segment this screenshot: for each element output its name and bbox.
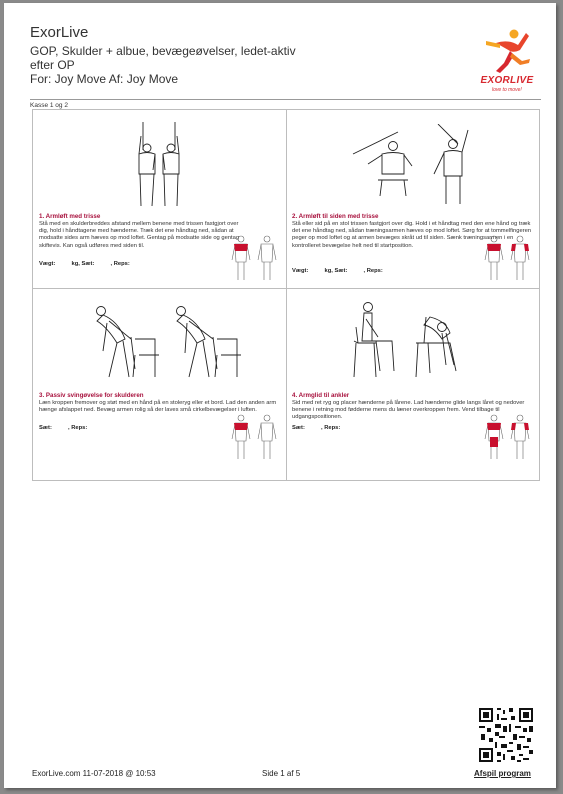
exercise-meta: Sæt: , Reps:	[39, 425, 88, 431]
exercise-title: 1. Armløft med trisse	[39, 213, 101, 220]
document-page	[4, 3, 556, 788]
exercise-grid	[32, 109, 540, 481]
exorlive-logo	[474, 25, 540, 97]
exercise-description: Læn kroppen fremover og støt med en hånd på en stoleryg eller et bord. Lad den anden arm hænge afslappet ned. Bevæg armen rolig så der laves små cirkelbevægelser i luften.	[39, 400, 277, 414]
program-title-line2: efter OP	[30, 58, 75, 72]
runner-logo-icon	[474, 25, 540, 77]
seated-arm-slide-figure-icon	[346, 297, 486, 381]
muscle-map-icon	[229, 234, 279, 282]
qr-code-icon[interactable]	[477, 706, 535, 764]
footer-site-date: ExorLive.com 11-07-2018 @ 10:53	[32, 769, 156, 778]
exercise-title: 3. Passiv svingøvelse for skulderen	[39, 392, 144, 399]
exercise-title: 4. Armglid til ankler	[292, 392, 350, 399]
pulley-arm-raise-figure-icon	[125, 122, 195, 208]
exercise-card-3	[33, 289, 286, 467]
exercise-card-4	[286, 289, 539, 467]
exercise-meta: Vægt: kg, Sæt: , Reps:	[39, 261, 130, 267]
pulley-side-raise-figure-icon	[348, 124, 478, 206]
play-program-link[interactable]: Afspil program	[474, 769, 531, 778]
footer-page-number: Side 1 af 5	[262, 769, 301, 778]
exercise-description: Stå med en skulderbreddes afstand mellem benene med trissen fastgjort over dig, hold i håndtagene med hænderne. Træk det ene håndtag ned, sådan at modsatte sides arm hæves op mod loftet. Gentag på modsatte side og gentag skiftevis. Kan også udføres med siden til.	[39, 221, 240, 249]
muscle-map-icon	[482, 413, 532, 461]
exercise-description: Sid med ret ryg og placer hænderne på lårene. Lad hænderne glide langs låret og nedover benene i retning mod fødderne mens du læner overkroppen frem. Vend tilbage til udgangspositionen.	[292, 400, 525, 421]
pendulum-chair-figure-icon	[73, 299, 248, 379]
muscle-map-icon	[482, 234, 532, 282]
muscle-map-icon	[229, 413, 279, 461]
for-line: For: Joy Move Af: Joy Move	[30, 72, 179, 86]
kasse-label: Kasse 1 og 2	[30, 102, 68, 109]
exercise-card-2	[286, 110, 539, 288]
program-title-line1: GOP, Skulder + albue, bevægeøvelser, ledet-aktiv	[30, 44, 296, 58]
exercise-card-1	[33, 110, 286, 288]
logo-tagline: love to move!	[492, 87, 522, 93]
exercise-description: Stå eller sid på en stol trissen fastgjort over dig. Hold i et håndtag med den ene hånd og træk det ene håndtag ned, sådan træningsarmen hæves op mod loftet. Sørg for at tommelfingeren peger op mod loftet og at armen bevæges skråt ud til siden. Sænk træningsarmen i en kontrolleret bevægelse helt ned til startposition.	[292, 221, 532, 249]
logo-wordmark: EXORLIVE	[480, 75, 534, 86]
header-divider	[30, 99, 541, 100]
exercise-title: 2. Armløft til siden med trisse	[292, 213, 379, 220]
brand-title: ExorLive	[30, 24, 89, 41]
exercise-meta: Vægt: kg, Sæt: , Reps:	[292, 268, 383, 274]
program-title	[30, 44, 360, 86]
exercise-meta: Sæt: , Reps:	[292, 425, 341, 431]
